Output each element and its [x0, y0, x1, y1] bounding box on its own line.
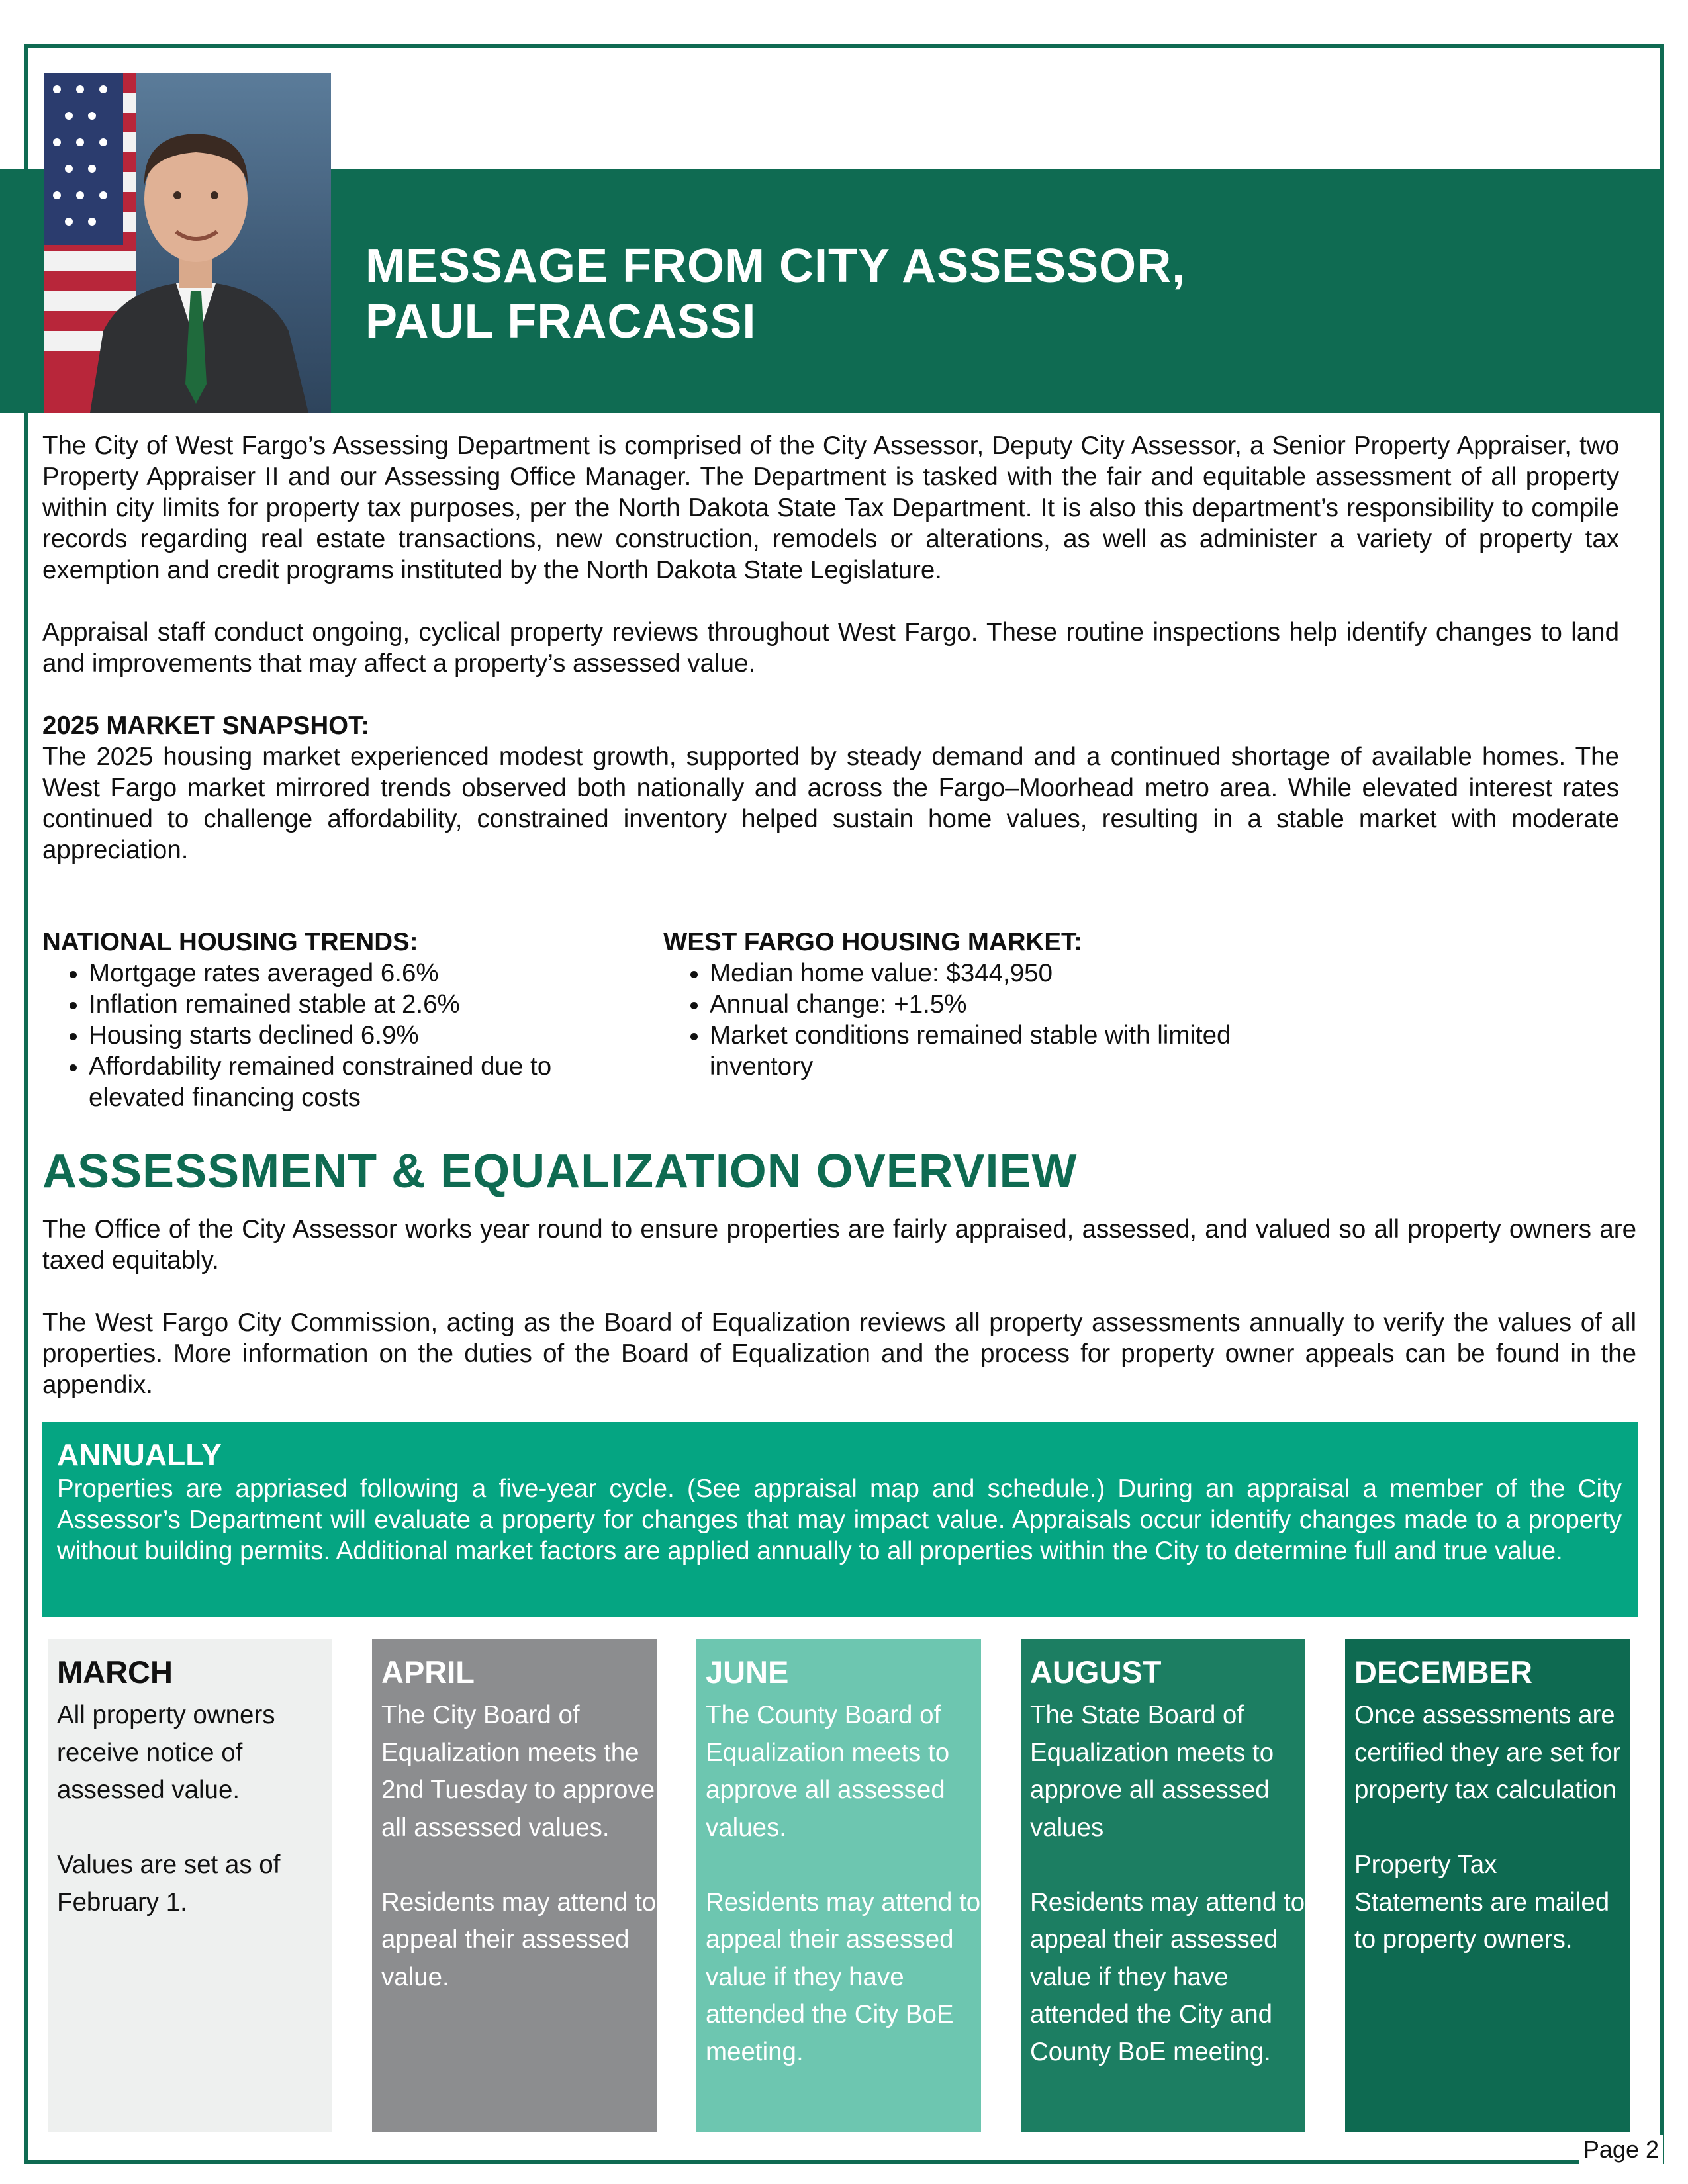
intro-paragraph-1: The City of West Fargo’s Assessing Department is comprised of the City Assessor, Deputy City Assessor, a Senior Property Appraiser, two Property Appraiser II and our Assessing Office Manager. The Department is tasked with the fair and equitable assessment of all property within city limits for property tax purposes, per the North Dakota State Tax Department. It is also this department’s responsibility to compile records regarding real estate transactions, new construction, remodels or alterations, as well as administer a variety of property tax exemption and credit programs instituted by the North Dakota State Legislature.: [42, 432, 1619, 584]
timeline-month: MARCH: [57, 1655, 173, 1690]
timeline-card-june: [696, 1639, 981, 2132]
timeline-body: The County Board of Equalization meets to approve all assessed values. Residents may attend to appeal their assessed value if they have attended the City BoE meeting.: [706, 1701, 981, 2066]
overview-section: [42, 1214, 1636, 1432]
list-item: • Mortgage rates averaged 6.6%: [89, 958, 618, 989]
annually-body: Properties are appriased following a five-year cycle. (See appraisal map and schedule.) During an appraisal a member of the City Assessor’s Department will evaluate a property for changes that may impact value. Appraisals occur identify changes made to a property without building permits. Additional market factors are applied annually to all properties within the City to determine full and true value.: [57, 1475, 1622, 1565]
national-trends-column: [42, 927, 618, 1113]
timeline-card-april: [372, 1639, 657, 2132]
list-item: • Inflation remained stable at 2.6%: [89, 989, 618, 1020]
timeline-month: DECEMBER: [1354, 1655, 1532, 1690]
national-trends-list: [42, 958, 618, 1113]
page-title: MESSAGE FROM CITY ASSESSOR, PAUL FRACASSI: [365, 240, 1186, 348]
timeline-body: The City Board of Equalization meets the 2nd Tuesday to approve all assessed values. Residents may attend to appeal their assessed value.: [381, 1701, 657, 1991]
timeline-body: All property owners receive notice of assessed value. Values are set as of February 1.: [57, 1701, 281, 1917]
timeline-card-august: [1021, 1639, 1305, 2132]
list-item: • Median home value: $344,950: [710, 958, 1259, 989]
timeline-card-march: [48, 1639, 332, 2132]
list-item: • Annual change: +1.5%: [710, 989, 1259, 1020]
west-fargo-market-column: [663, 927, 1259, 1082]
overview-title: ASSESSMENT & EQUALIZATION OVERVIEW: [42, 1145, 1078, 1198]
portrait-illustration: [44, 73, 331, 413]
intro-section: [42, 430, 1619, 897]
market-snapshot-heading: 2025 MARKET SNAPSHOT:: [42, 711, 370, 740]
list-item: • Market conditions remained stable with limited inventory: [710, 1020, 1259, 1082]
page-number: Page 2: [1579, 2135, 1663, 2164]
timeline-month: AUGUST: [1030, 1655, 1162, 1690]
west-fargo-market-title: WEST FARGO HOUSING MARKET:: [663, 928, 1083, 956]
annually-box: [42, 1422, 1638, 1617]
timeline-body: The State Board of Equalization meets to approve all assessed values Residents may attend to appeal their assessed value if they have attended the City and County BoE meeting.: [1030, 1701, 1305, 2066]
national-trends-title: NATIONAL HOUSING TRENDS:: [42, 928, 418, 956]
timeline-card-december: [1345, 1639, 1630, 2132]
overview-paragraph-2: The West Fargo City Commission, acting as the Board of Equalization reviews all property assessments annually to verify the values of all properties. More information on the duties of the Board of Equalization and the process for property owner appeals can be found in the appendix.: [42, 1308, 1636, 1399]
overview-paragraph-1: The Office of the City Assessor works year round to ensure properties are fairly appraised, assessed, and valued so all property owners are taxed equitably.: [42, 1215, 1636, 1275]
timeline-body: Once assessments are certified they are set for property tax calculation Property Tax Statements are mailed to property owners.: [1354, 1701, 1621, 1954]
timeline-month: APRIL: [381, 1655, 475, 1690]
market-snapshot-body: The 2025 housing market experienced modest growth, supported by steady demand and a continued shortage of available homes. The West Fargo market mirrored trends observed both nationally and across the Fargo–Moorhead metro area. While elevated interest rates continued to challenge affordability, constrained inventory helped sustain home values, resulting in a stable market with moderate appreciation.: [42, 743, 1619, 864]
timeline-month: JUNE: [706, 1655, 789, 1690]
assessor-photo: [44, 73, 331, 413]
list-item: • Housing starts declined 6.9%: [89, 1020, 618, 1051]
annually-title: ANNUALLY: [57, 1437, 222, 1472]
intro-paragraph-2: Appraisal staff conduct ongoing, cyclical property reviews throughout West Fargo. These routine inspections help identify changes to land and improvements that may affect a property’s assessed value.: [42, 618, 1619, 678]
list-item: • Affordability remained constrained due to elevated financing costs: [89, 1051, 618, 1113]
west-fargo-market-list: [663, 958, 1259, 1082]
